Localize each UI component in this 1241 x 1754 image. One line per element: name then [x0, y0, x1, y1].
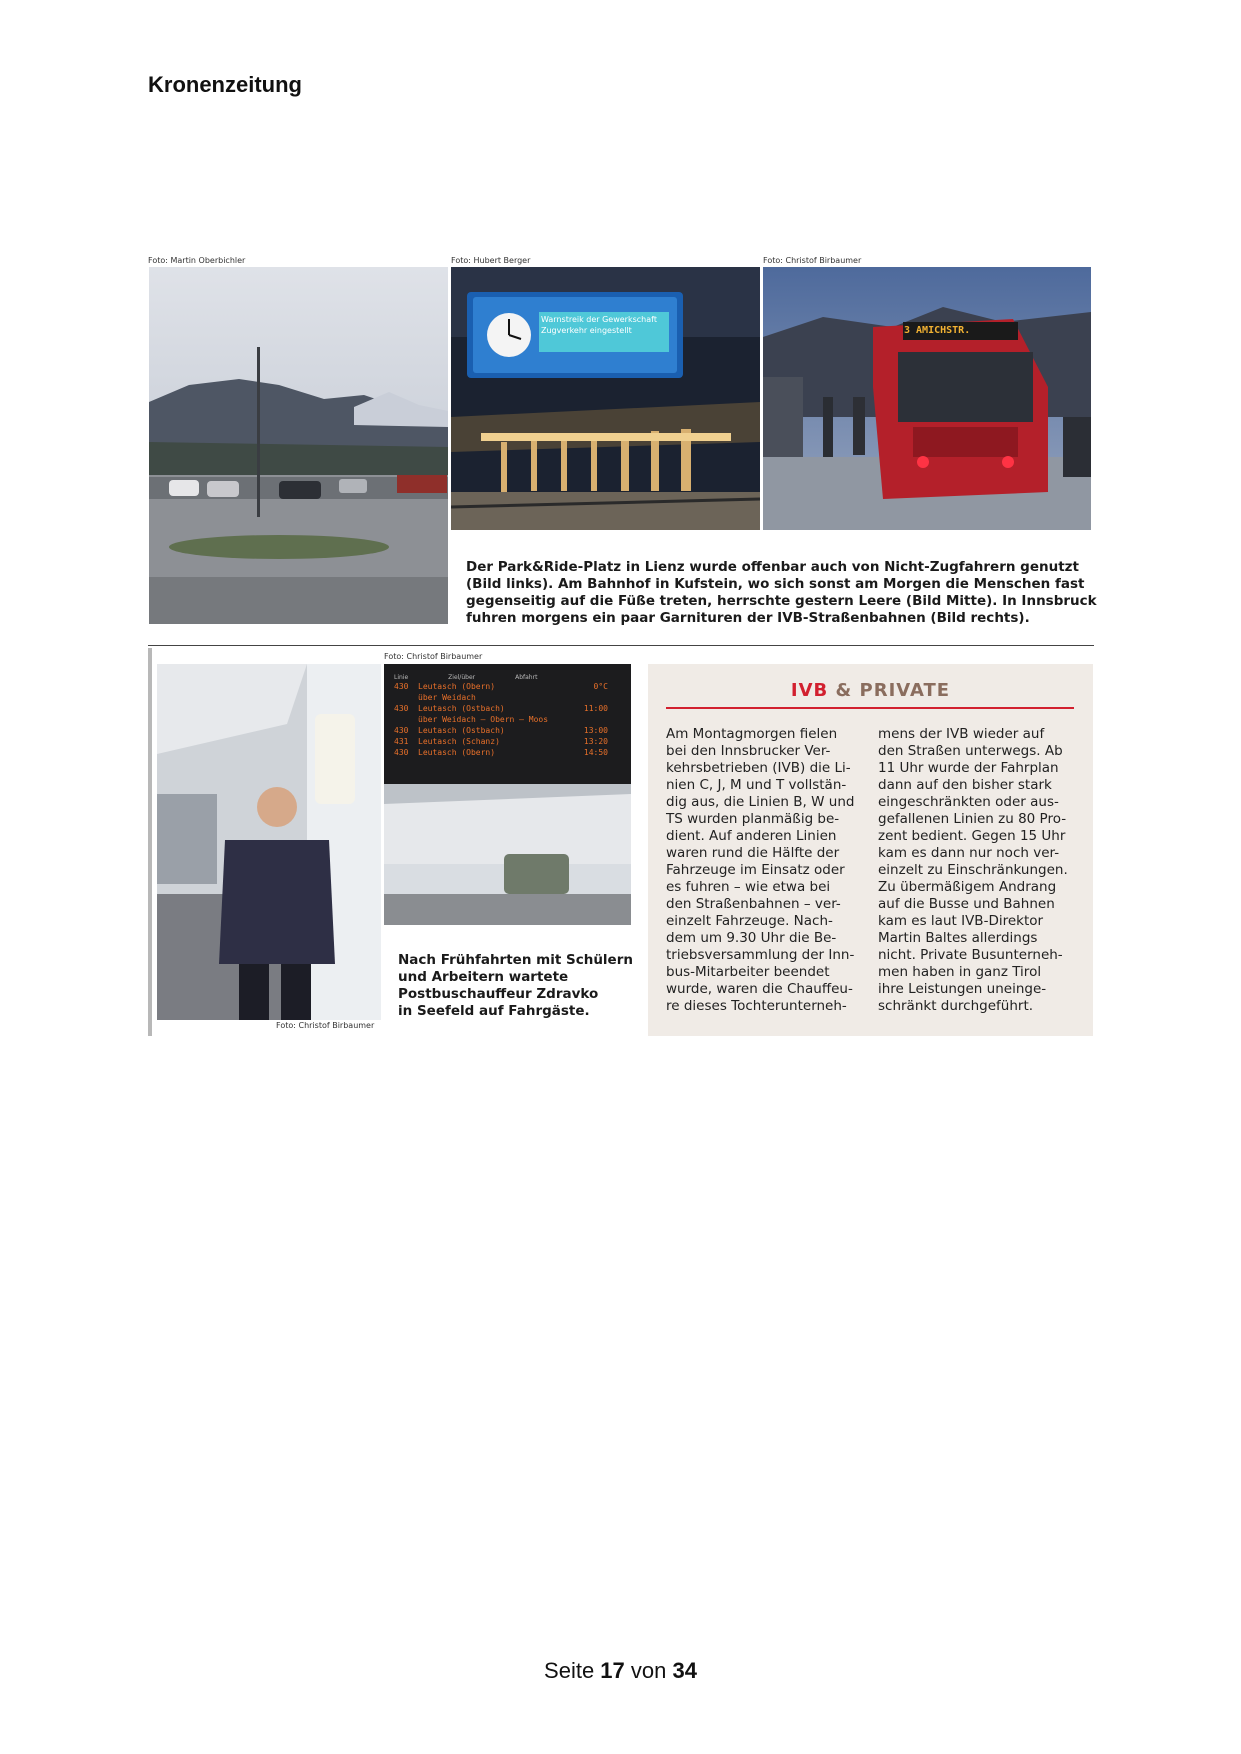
info-box-text-line: nien C, J, M und T vollstän- — [666, 777, 847, 793]
info-box-column-1 — [666, 726, 866, 1015]
caption-top-line: fuhren morgens ein paar Garnituren der IVB-Straßenbahnen (Bild rechts). — [466, 610, 1030, 626]
info-box-text-line: bei den Innsbrucker Ver- — [666, 743, 831, 759]
page-prefix: Seite — [544, 1658, 601, 1683]
sign-text-line: Warnstreik der Gewerkschaft — [541, 315, 657, 324]
info-box-text-line: 11 Uhr wurde der Fahrplan — [878, 760, 1059, 776]
info-box-title — [648, 680, 1093, 701]
board-cell-line — [394, 714, 418, 725]
board-row — [394, 714, 620, 725]
board-cell-line: 430 — [394, 748, 409, 757]
info-box-text-line: einzelt zu Einschränkungen. — [878, 862, 1068, 878]
info-box-text-line: den Straßen unterwegs. Ab — [878, 743, 1063, 759]
info-box-text-line: auf die Busse und Bahnen — [878, 896, 1055, 912]
board-cell-time: 14:50 — [583, 748, 608, 757]
info-box-text-line: TS wurden planmäßig be- — [666, 811, 840, 827]
info-box-text-line: kehrsbetrieben (IVB) die Li- — [666, 760, 851, 776]
station-warning-sign — [541, 314, 657, 336]
info-box-text-line: gefallenen Linien zu 80 Pro- — [878, 811, 1067, 827]
board-row — [394, 736, 620, 747]
info-box-text-line: mens der IVB wieder auf — [878, 726, 1045, 742]
photo-kufstein-station — [451, 267, 760, 530]
board-cell-time: 13:20 — [583, 737, 608, 746]
board-cell-line: 430 — [394, 704, 409, 713]
board-row — [394, 681, 620, 692]
photo-credit-lienz: Foto: Martin Oberbichler — [148, 256, 246, 265]
info-box-text-line: dig aus, die Linien B, W und — [666, 794, 855, 810]
caption-bottom-line: und Arbeitern wartete — [398, 969, 569, 985]
board-cell-time: 11:00 — [583, 704, 608, 713]
info-box-text-line: men haben in ganz Tirol — [878, 964, 1042, 980]
board-header-time: Abfahrt — [515, 674, 538, 681]
page-separator: von — [624, 1658, 673, 1683]
board-row — [394, 703, 620, 714]
board-cell-time: 0°C — [593, 682, 608, 691]
board-cell-dest: über Weidach — [418, 693, 476, 702]
info-box-text-line: den Straßenbahnen – ver- — [666, 896, 841, 912]
current-page: 17 — [600, 1658, 625, 1683]
info-box-text-line: kam es dann nur noch ver- — [878, 845, 1060, 861]
info-box-text-line: wurde, waren die Chauffeu- — [666, 981, 853, 997]
board-cell-dest: Leutasch (Schanz) — [418, 737, 500, 746]
caption-top-line: Der Park&Ride-Platz in Lienz wurde offenbar auch von Nicht-Zugfahrern genutzt — [466, 559, 1079, 575]
info-box-text-line: re dieses Tochterunterneh- — [666, 998, 847, 1014]
info-box-text-line: ihre Leistungen uneinge- — [878, 981, 1047, 997]
board-cell-dest: Leutasch (Ostbach) — [418, 704, 505, 713]
tram-destination-display: 3 AMICHSTR. — [904, 325, 971, 336]
info-box-rule — [666, 707, 1074, 709]
info-box-text-line: dient. Auf anderen Linien — [666, 828, 837, 844]
caption-bottom-line: in Seefeld auf Fahrgäste. — [398, 1003, 590, 1019]
board-cell-line — [394, 692, 418, 703]
info-box-column-2 — [878, 726, 1078, 1015]
caption-bottom-line: Nach Frühfahrten mit Schülern — [398, 952, 633, 968]
photo-credit-kufstein: Foto: Hubert Berger — [451, 256, 531, 265]
caption-top-line: (Bild links). Am Bahnhof in Kufstein, wo sich sonst am Morgen die Menschen fast — [466, 576, 1085, 592]
photo-bus-driver — [157, 664, 381, 1020]
publication-title: Kronenzeitung — [148, 72, 302, 97]
info-box-text-line: kam es laut IVB-Direktor — [878, 913, 1044, 929]
info-box-title-ivb: IVB — [790, 680, 829, 701]
page-number — [0, 1658, 1241, 1684]
info-box-text-line: Fahrzeuge im Einsatz oder — [666, 862, 845, 878]
section-divider — [148, 645, 1094, 646]
departure-board — [394, 674, 620, 758]
info-box-text-line: eingeschränkten oder aus- — [878, 794, 1059, 810]
info-box-text-line: Martin Baltes allerdings — [878, 930, 1038, 946]
photo-innsbruck-tram — [763, 267, 1091, 530]
caption-bottom-line: Postbuschauffeur Zdravko — [398, 986, 599, 1002]
info-box-text-line: Am Montagmorgen fielen — [666, 726, 838, 742]
photo-lienz-park-and-ride — [149, 267, 448, 624]
board-cell-dest: Leutasch (Obern) — [418, 748, 496, 757]
info-box-text-line: nicht. Private Busunterneh- — [878, 947, 1063, 963]
board-cell-dest: Leutasch (Ostbach) — [418, 726, 505, 735]
board-cell-time: 13:00 — [583, 726, 608, 735]
caption-bottom — [398, 952, 633, 1020]
board-cell-line: 430 — [394, 726, 409, 735]
caption-top-line: gegenseitig auf die Füße treten, herrschte gestern Leere (Bild Mitte). In Innsbruck — [466, 593, 1097, 609]
board-rows — [394, 681, 620, 758]
photo-credit-innsbruck: Foto: Christof Birbaumer — [763, 256, 862, 265]
photo-credit-seefeld-board: Foto: Christof Birbaumer — [384, 652, 483, 661]
caption-top — [466, 559, 1097, 627]
photo-credit-driver: Foto: Christof Birbaumer — [276, 1021, 375, 1030]
info-box-title-private: & PRIVATE — [828, 680, 951, 701]
board-row — [394, 692, 620, 703]
left-margin-bar — [148, 648, 152, 1036]
info-box-text-line: schränkt durchgeführt. — [878, 998, 1034, 1014]
info-box-text-line: es fuhren – wie etwa bei — [666, 879, 831, 895]
board-row — [394, 747, 620, 758]
info-box-text-line: bus-Mitarbeiter beendet — [666, 964, 830, 980]
info-box-text-line: dem um 9.30 Uhr die Be- — [666, 930, 837, 946]
board-cell-time — [568, 692, 608, 703]
board-cell-line: 430 — [394, 682, 409, 691]
board-cell-line: 431 — [394, 737, 409, 746]
info-box-text-line: zent bedient. Gegen 15 Uhr — [878, 828, 1066, 844]
info-box-text-line: triebsversammlung der Inn- — [666, 947, 855, 963]
board-row — [394, 725, 620, 736]
info-box-text-line: waren rund die Hälfte der — [666, 845, 840, 861]
board-header-dest: Ziel/über — [448, 674, 476, 681]
board-cell-dest: über Weidach – Obern – Moos — [418, 715, 549, 724]
info-box-text-line: dann auf den bisher stark — [878, 777, 1052, 793]
sign-text-line: Zugverkehr eingestellt — [541, 326, 632, 335]
board-header-line: Linie — [394, 674, 409, 681]
board-cell-dest: Leutasch (Obern) — [418, 682, 496, 691]
total-pages: 34 — [672, 1658, 697, 1683]
info-box-text-line: Zu übermäßigem Andrang — [878, 879, 1057, 895]
board-cell-time — [568, 714, 608, 725]
info-box-text-line: einzelt Fahrzeuge. Nach- — [666, 913, 833, 929]
